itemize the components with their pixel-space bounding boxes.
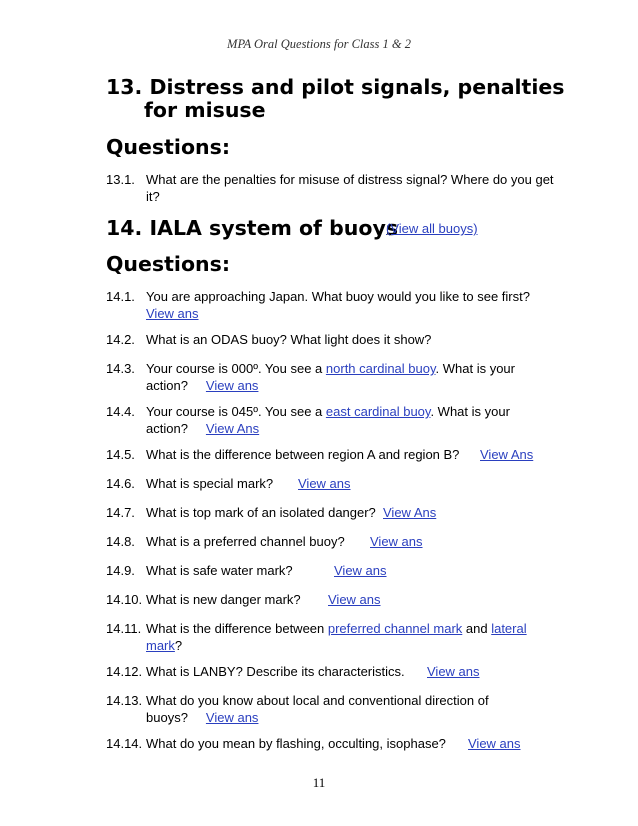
view-all-buoys-link[interactable]: (View all buoys) xyxy=(386,221,478,236)
question-14-9 xyxy=(106,562,566,579)
question-number: 14.2. xyxy=(106,332,135,347)
question-text-end: . What is your xyxy=(435,361,515,376)
question-text: Your course is 000º. You see a xyxy=(146,361,326,376)
question-text-end: . What is your xyxy=(430,404,510,419)
question-14-1 xyxy=(106,288,566,322)
question-text: Your course is 045º. You see a xyxy=(146,404,326,419)
question-14-7 xyxy=(106,504,566,521)
section-13-title-line2: for misuse xyxy=(144,98,266,122)
section-14-questions-heading: Questions: xyxy=(106,252,231,276)
view-ans-link[interactable]: View ans xyxy=(146,306,199,321)
question-text-cont: action? xyxy=(146,378,188,393)
question-text: What do you mean by flashing, occulting, isophase? xyxy=(146,736,446,751)
view-ans-link[interactable]: View Ans xyxy=(383,505,437,520)
question-number: 14.3. xyxy=(106,361,135,376)
east-cardinal-buoy-link[interactable]: east cardinal buoy xyxy=(325,404,431,419)
question-number: 13.1. xyxy=(106,172,135,187)
question-text-end: ? xyxy=(174,638,183,653)
north-cardinal-buoy-link[interactable]: north cardinal buoy xyxy=(325,361,436,376)
running-header: MPA Oral Questions for Class 1 & 2 xyxy=(227,37,411,51)
section-14-title xyxy=(106,215,398,241)
section-13-title-line1: 13. Distress and pilot signals, penalties xyxy=(106,75,565,99)
question-number: 14.8. xyxy=(106,534,135,549)
question-text: What is special mark? xyxy=(146,476,274,491)
question-number: 14.11. xyxy=(106,621,142,636)
question-text: What is top mark of an isolated danger? xyxy=(146,505,376,520)
question-number: 14.1. xyxy=(106,289,135,304)
view-ans-link[interactable]: View ans xyxy=(328,592,381,607)
question-text: What is the difference between xyxy=(146,621,328,636)
question-text: What is new danger mark? xyxy=(146,592,301,607)
question-text-cont: buoys? xyxy=(146,710,188,725)
question-text: What are the penalties for misuse of distress signal? Where do you get xyxy=(146,172,554,187)
question-text: What do you know about local and conventional direction of xyxy=(146,693,489,708)
view-ans-link[interactable]: View ans xyxy=(334,563,387,578)
question-text: What is the difference between region A and region B? xyxy=(146,447,460,462)
section-14-title-text: 14. IALA system of buoys xyxy=(106,216,399,240)
question-text: What is a preferred channel buoy? xyxy=(146,534,345,549)
question-13-1 xyxy=(106,171,566,205)
question-14-4 xyxy=(106,403,566,437)
question-14-8 xyxy=(106,533,566,550)
question-text: What is an ODAS buoy? What light does it show? xyxy=(146,332,432,347)
section-13-questions-heading: Questions: xyxy=(106,135,231,159)
question-number: 14.13. xyxy=(106,693,143,708)
question-text: What is LANBY? Describe its characteristics. xyxy=(146,664,405,679)
question-14-3 xyxy=(106,360,566,394)
view-ans-link[interactable]: View Ans xyxy=(480,447,534,462)
question-number: 14.10. xyxy=(106,592,143,607)
question-text-cont: it? xyxy=(146,189,160,204)
question-14-5 xyxy=(106,446,566,463)
question-number: 14.12. xyxy=(106,664,143,679)
question-text: You are approaching Japan. What buoy would you like to see first? xyxy=(146,289,530,304)
view-ans-link[interactable]: View Ans xyxy=(205,421,260,436)
lateral-mark-link[interactable]: lateral xyxy=(491,621,527,636)
lateral-mark-link-cont[interactable]: mark xyxy=(146,638,175,653)
view-ans-link[interactable]: View ans xyxy=(205,710,259,725)
view-ans-link[interactable]: View ans xyxy=(298,476,351,491)
preferred-channel-mark-link[interactable]: preferred channel mark xyxy=(327,621,463,636)
view-ans-link[interactable]: View ans xyxy=(370,534,423,549)
question-14-6 xyxy=(106,475,566,492)
page-number: 11 xyxy=(312,775,326,790)
question-14-13 xyxy=(106,692,566,726)
question-14-2 xyxy=(106,331,566,348)
view-ans-link[interactable]: View ans xyxy=(468,736,521,751)
question-text: What is safe water mark? xyxy=(146,563,293,578)
question-text-mid: and xyxy=(462,621,492,636)
question-14-14 xyxy=(106,735,566,752)
question-number: 14.6. xyxy=(106,476,135,491)
view-ans-link[interactable]: View ans xyxy=(205,378,259,393)
view-ans-link[interactable]: View ans xyxy=(427,664,480,679)
question-14-11 xyxy=(106,620,566,654)
question-number: 14.14. xyxy=(106,736,143,751)
question-number: 14.5. xyxy=(106,447,135,462)
question-text-cont: action? xyxy=(146,421,188,436)
question-14-10 xyxy=(106,591,566,608)
question-number: 14.7. xyxy=(106,505,135,520)
question-number: 14.9. xyxy=(106,563,135,578)
question-number: 14.4. xyxy=(106,404,135,419)
question-14-12 xyxy=(106,663,566,680)
